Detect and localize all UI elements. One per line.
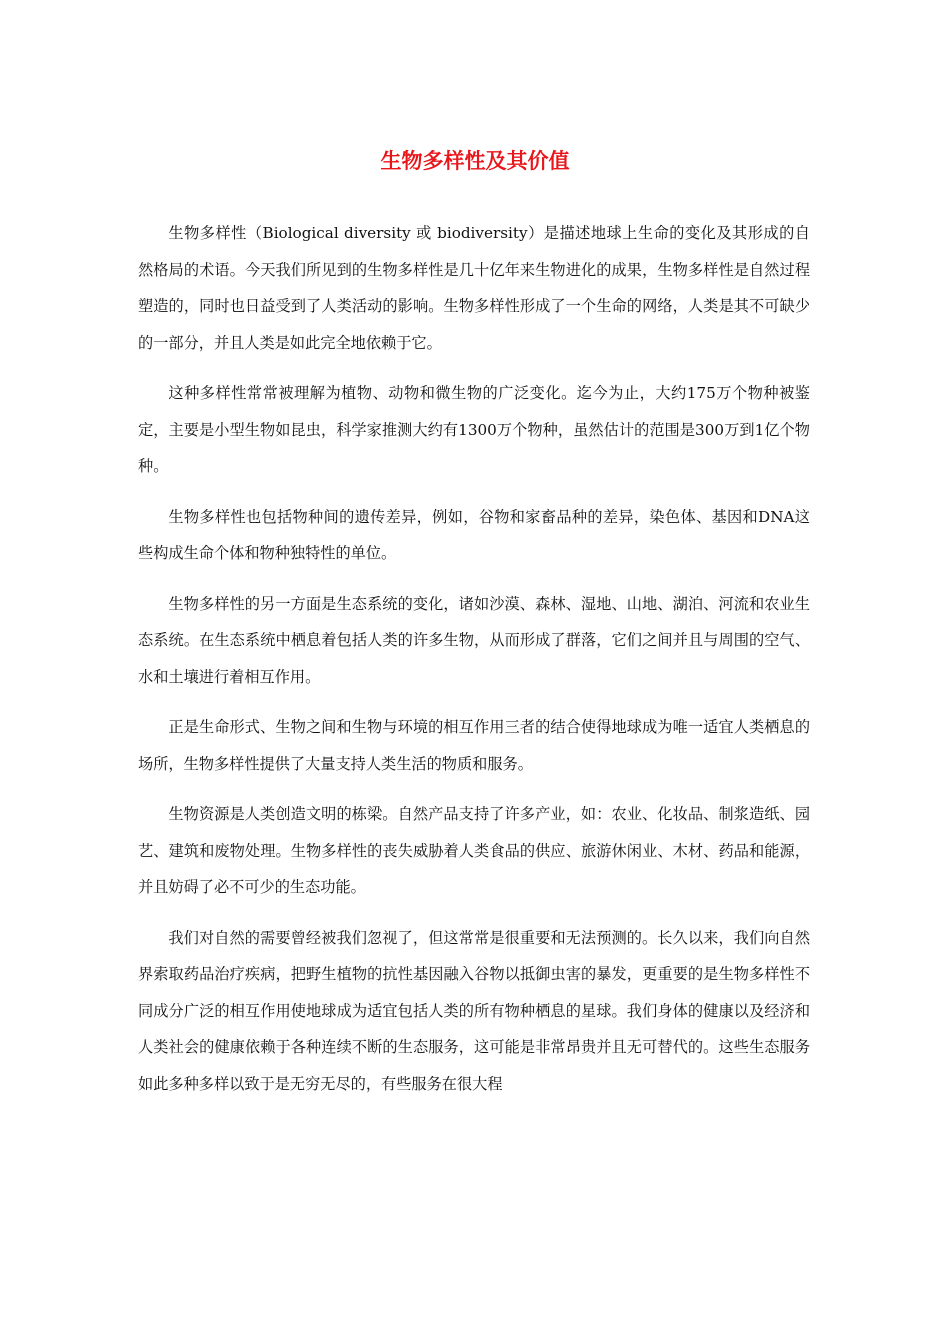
paragraph-5: 正是生命形式、生物之间和生物与环境的相互作用三者的结合使得地球成为唯一适宜人类栖息的场所，生物多样性提供了大量支持人类生活的物质和服务。 <box>138 718 810 773</box>
paragraph-7: 我们对自然的需要曾经被我们忽视了，但这常常是很重要和无法预测的。长久以来，我们向自然界索取药品治疗疾病，把野生植物的抗性基因融入谷物以抵御虫害的暴发，更重要的是生物多样性不同成分广泛的相互作用使地球成为适宜包括人类的所有物种栖息的星球。我们身体的健康以及经济和人类社会的健康依赖于各种连续不断的生态服务，这可能是非常昂贵并且无可替代的。这些生态服务如此多种多样以致于是无穷无尽的，有些服务在很大程 <box>138 928 810 1093</box>
paragraph-1: 生物多样性（Biological diversity 或 biodiversity）是描述地球上生命的变化及其形成的自然格局的术语。今天我们所见到的生物多样性是几十亿年来生物进化的成果，生物多样性是自然过程塑造的，同时也日益受到了人类活动的影响。生物多样性形成了一个生命的网络，人类是其不可缺少的一部分，并且人类是如此完全地依赖于它。 <box>138 224 810 352</box>
paragraph-4: 生物多样性的另一方面是生态系统的变化，诸如沙漠、森林、湿地、山地、湖泊、河流和农业生态系统。在生态系统中栖息着包括人类的许多生物，从而形成了群落，它们之间并且与周围的空气、水和土壤进行着相互作用。 <box>138 594 810 686</box>
document-body <box>138 215 810 1116</box>
document-title: 生物多样性及其价值 <box>380 149 570 173</box>
paragraph-6: 生物资源是人类创造文明的栋梁。自然产品支持了许多产业，如：农业、化妆品、制浆造纸、园艺、建筑和废物处理。生物多样性的丧失威胁着人类食品的供应、旅游休闲业、木材、药品和能源，并且妨碍了必不可少的生态功能。 <box>138 805 810 896</box>
paragraph-2: 这种多样性常常被理解为植物、动物和微生物的广泛变化。迄今为止，大约175万个物种被鉴定，主要是小型生物如昆虫，科学家推测大约有1300万个物种，虽然估计的范围是300万到1亿个物种。 <box>138 384 810 475</box>
paragraph-3: 生物多样性也包括物种间的遗传差异，例如，谷物和家畜品种的差异，染色体、基因和DNA这些构成生命个体和物种独特性的单位。 <box>138 507 810 562</box>
